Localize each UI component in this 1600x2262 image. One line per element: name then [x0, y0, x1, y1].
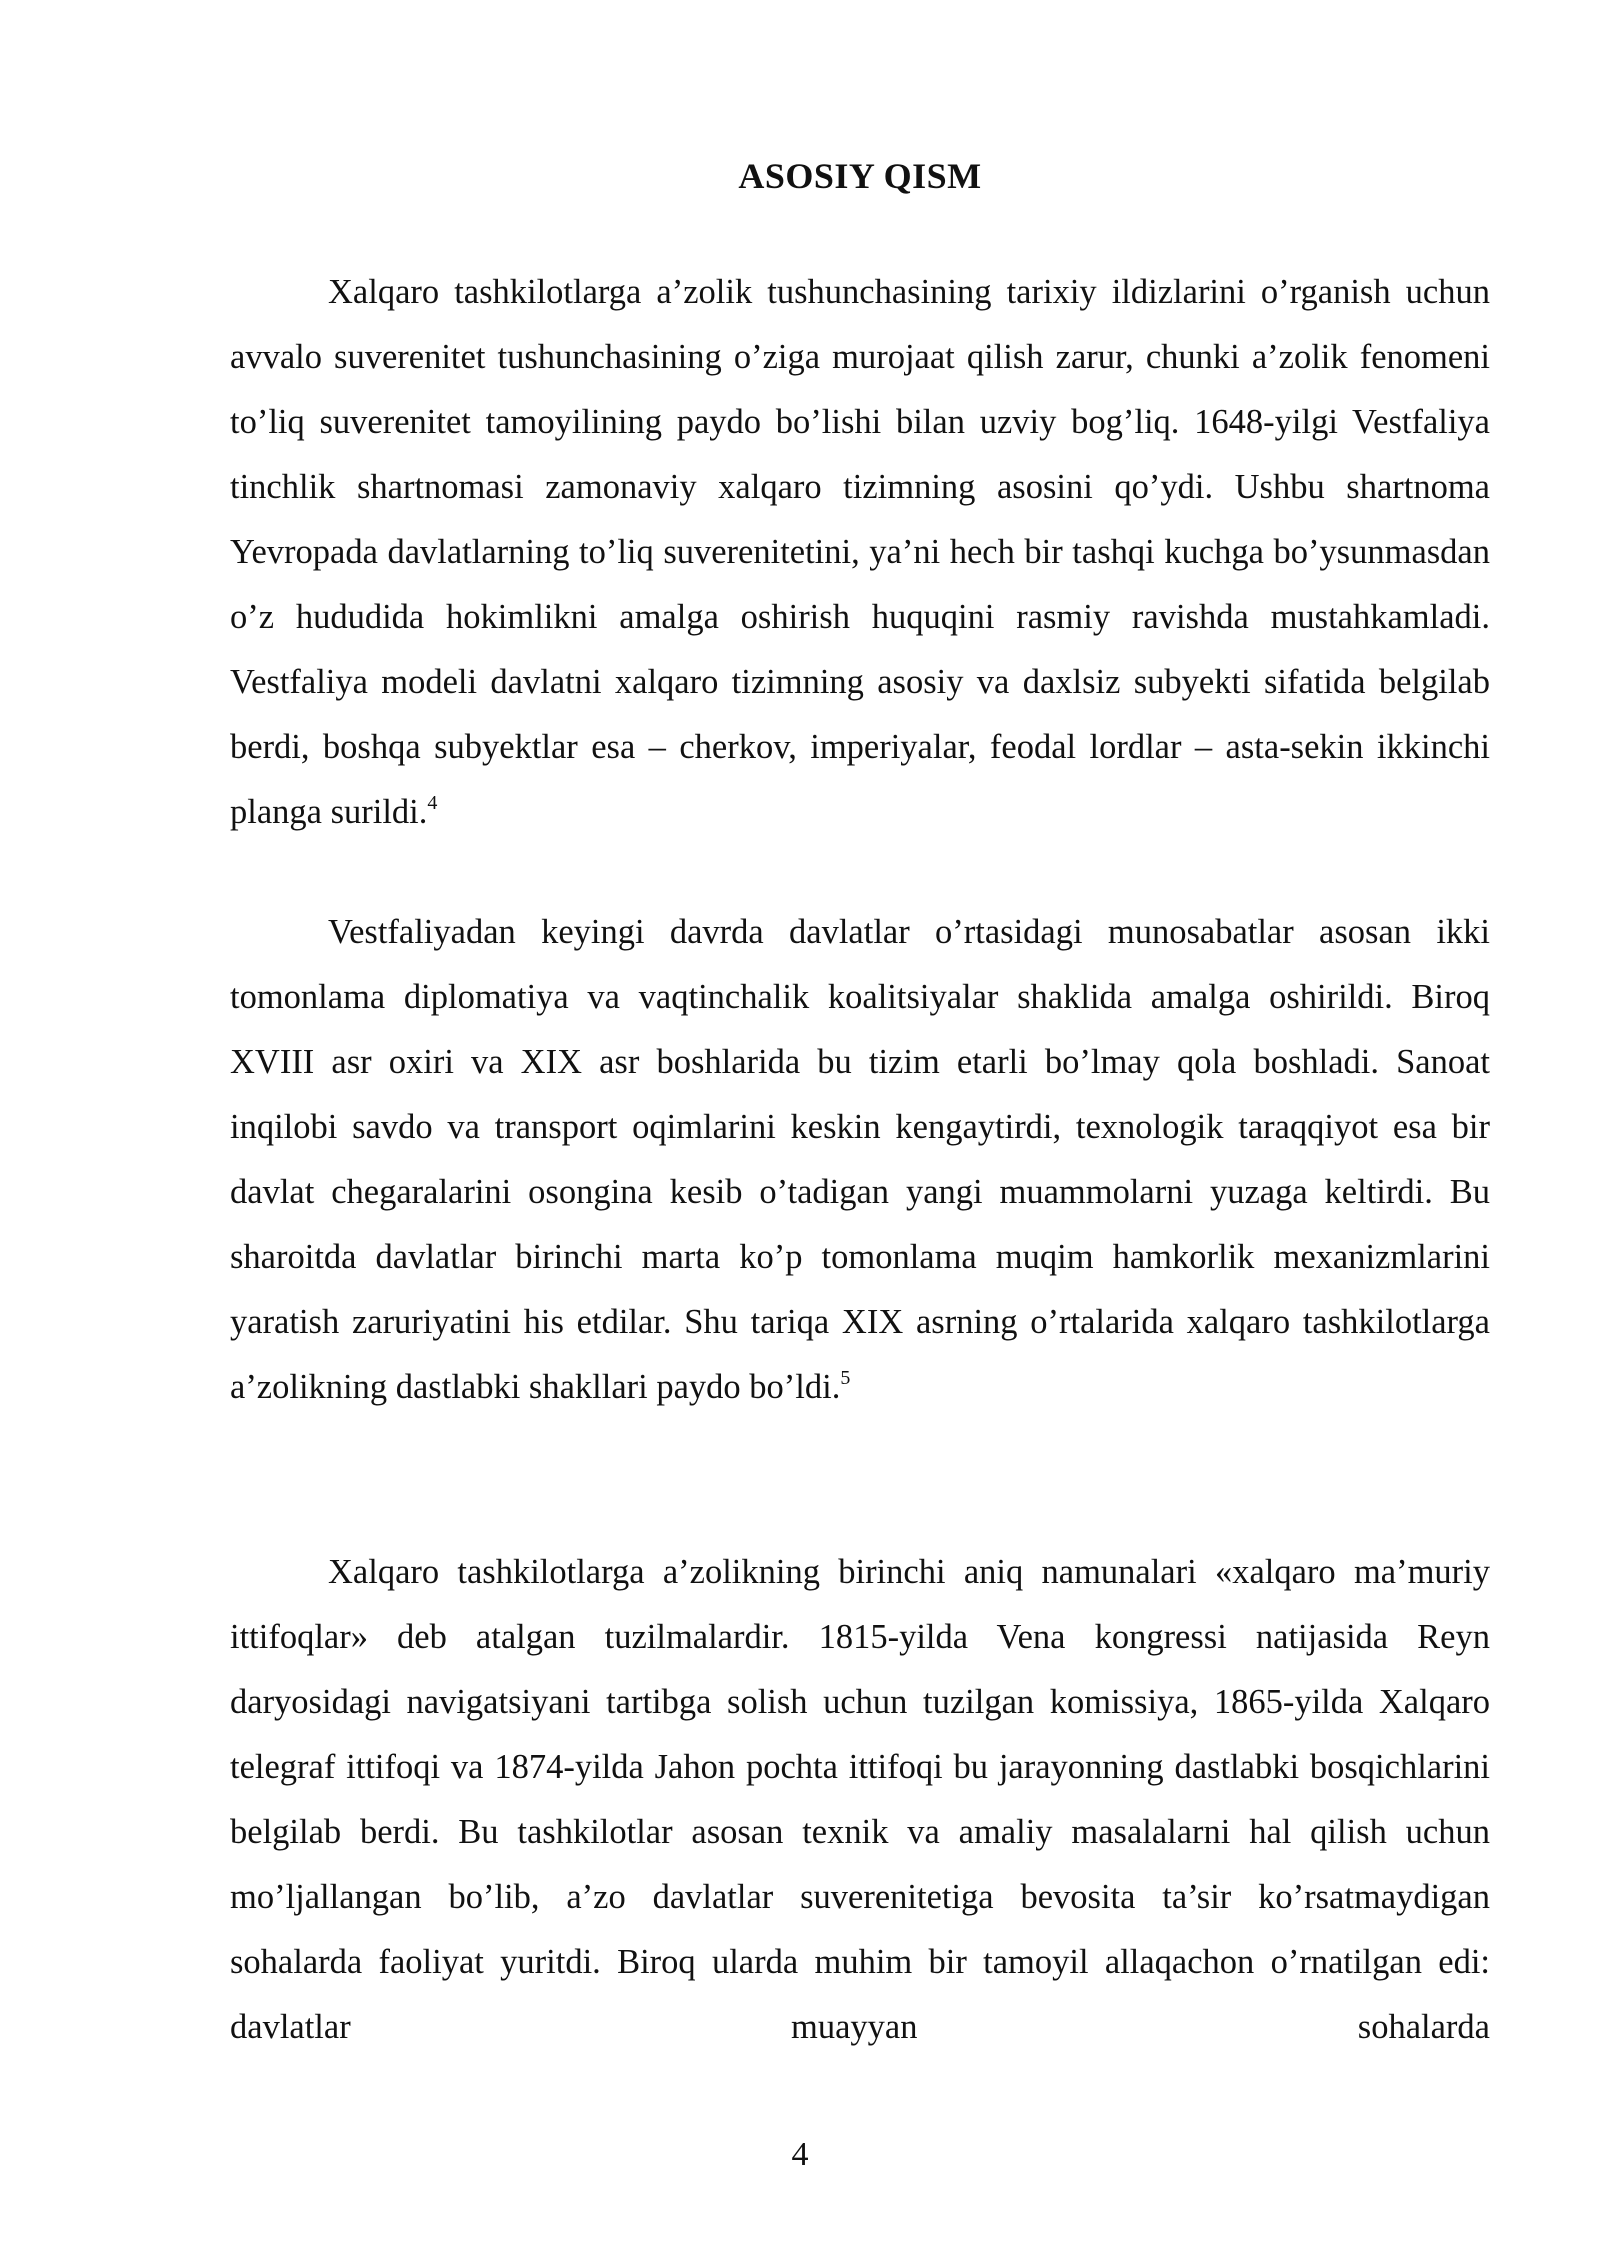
- paragraph-3: [230, 1540, 1490, 2060]
- paragraph-1: [230, 260, 1490, 845]
- footnote-ref-4[interactable]: 4: [427, 792, 438, 814]
- paragraph-2-text: Vestfaliyadan keyingi davrda davlatlar o’rtasidagi munosabatlar asosan ikki tomonlama diplomatiya va vaqtinchalik koalitsiyalar shaklida amalga oshirildi. Biroq XVIII asr oxiri va XIX asr boshlarida bu tizim etarli bo’lmay qola boshladi. Sanoat inqilobi savdo va transport oqimlarini keskin kengaytirdi, texnologik taraqqiyot esa bir davlat chegaralarini osongina kesib o’tadigan yangi muammolarni yuzaga keltirdi. Bu sharoitda davlatlar birinchi marta ko’p tomonlama muqim hamkorlik mexanizmlarini yaratish zaruriyatini his etdilar. Shu tariqa XIX asrning o’rtalarida xalqaro tashkilotlarga a’zolikning dastlabki shakllari paydo bo’ldi.: [230, 913, 1490, 1406]
- paragraph-1-text: Xalqaro tashkilotlarga a’zolik tushunchasining tarixiy ildizlarini o’rganish uchun avvalo suverenitet tushunchasining o’ziga murojaat qilish zarur, chunki a’zolik fenomeni to’liq suverenitet tamoyilining paydo bo’lishi bilan uzviy bog’liq. 1648-yilgi Vestfaliya tinchlik shartnomasi zamonaviy xalqaro tizimning asosini qo’ydi. Ushbu shartnoma Yevropada davlatlarning to’liq suverenitetini, ya’ni hech bir tashqi kuchga bo’ysunmasdan o’z hududida hokimlikni amalga oshirish huquqini rasmiy ravishda mustahkamladi. Vestfaliya modeli davlatni xalqaro tizimning asosiy va daxlsiz subyekti sifatida belgilab berdi, boshqa subyektlar esa – cherkov, imperiyalar, feodal lordlar – asta-sekin ikkinchi planga surildi.: [230, 273, 1490, 831]
- paragraph-3-text: Xalqaro tashkilotlarga a’zolikning birinchi aniq namunalari «xalqaro ma’muriy ittifoqlar» deb atalgan tuzilmalardir. 1815-yilda Vena kongressi natijasida Reyn daryosidagi navigatsiyani tartibga solish uchun tuzilgan komissiya, 1865-yilda Xalqaro telegraf ittifoqi va 1874-yilda Jahon pochta ittifoqi bu jarayonning dastlabki bosqichlarini belgilab berdi. Bu tashkilotlar asosan texnik va amaliy masalalarni hal qilish uchun mo’ljallangan bo’lib, a’zo davlatlar suverenitetiga bevosita ta’sir ko’rsatmaydigan sohalarda faoliyat yuritdi. Biroq ularda muhim bir tamoyil allaqachon o’rnatilgan edi: davlatlar muayyan sohalarda: [230, 1553, 1490, 2046]
- paragraph-2: [230, 900, 1490, 1420]
- section-heading: ASOSIY QISM: [738, 156, 982, 196]
- page-number: 4: [791, 2136, 809, 2173]
- footnote-ref-5[interactable]: 5: [840, 1367, 851, 1389]
